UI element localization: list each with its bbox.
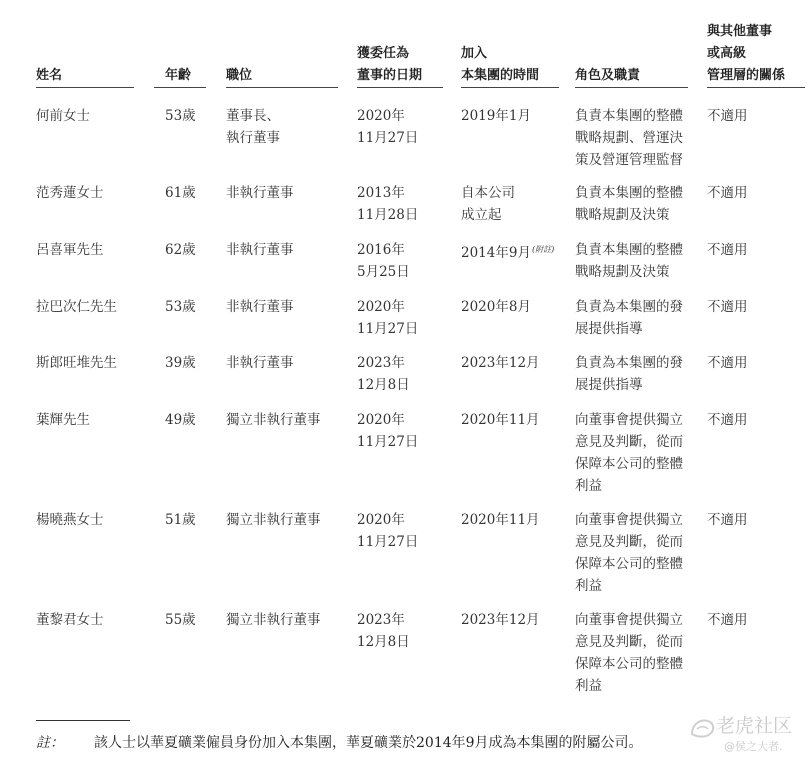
- row-6-relation: 不適用: [707, 412, 748, 428]
- row-1-relation: 不適用: [707, 108, 748, 124]
- row-7-appointed: 2020年 11月27日: [357, 512, 419, 550]
- row-3-role: 負責本集團的整體 戰略規劃及決策: [575, 242, 683, 280]
- header-relation: 與其他董事 或高級 管理層的關係: [707, 24, 786, 83]
- row-2-name: 范秀蓮女士: [36, 185, 104, 201]
- header-role: 角色及職責: [575, 68, 641, 83]
- row-4-joined: 2020年8月: [461, 299, 531, 315]
- row-4-role: 負責為本集團的發 展提供指導: [575, 299, 683, 337]
- row-3-relation: 不適用: [707, 242, 748, 258]
- row-5-joined: 2023年12月: [461, 355, 540, 371]
- header-underline-position: [226, 87, 338, 88]
- row-1-position: 董事長、 執行董事: [226, 108, 280, 146]
- header-underline-relation: [707, 87, 805, 88]
- header-name: 姓名: [36, 68, 63, 83]
- row-7-position: 獨立非執行董事: [226, 512, 321, 528]
- header-underline-role: [575, 87, 688, 88]
- row-2-age: 61歲: [165, 185, 196, 201]
- row-6-role: 向董事會提供獨立 意見及判斷，從而 保障本公司的整體 利益: [575, 412, 683, 494]
- row-6-appointed: 2020年 11月27日: [357, 412, 419, 450]
- header-underline-name: [36, 87, 134, 88]
- row-1-age: 53歲: [165, 108, 196, 124]
- row-8-relation: 不適用: [707, 612, 748, 628]
- row-6-name: 葉輝先生: [36, 412, 90, 428]
- row-3-position: 非執行董事: [226, 242, 294, 258]
- row-5-position: 非執行董事: [226, 355, 294, 371]
- row-2-joined: 自本公司 成立起: [461, 185, 515, 223]
- row-1-role: 負責本集團的整體 戰略規劃、營運決 策及營運管理監督: [575, 108, 683, 168]
- header-underline-appointed: [357, 87, 443, 88]
- watermark-brand: 老虎社区: [716, 715, 793, 737]
- row-6-position: 獨立非執行董事: [226, 412, 321, 428]
- footnote-label: 註：: [36, 735, 64, 751]
- footnote-text: 該人士以華夏礦業僱員身份加入本集團，華夏礦業於2014年9月成為本集團的附屬公司。: [94, 735, 643, 751]
- row-8-appointed: 2023年 12月8日: [357, 612, 410, 650]
- row-3-age: 62歲: [165, 242, 196, 258]
- row-7-relation: 不適用: [707, 512, 748, 528]
- header-appointed: 獲委任為 董事的日期: [357, 46, 423, 83]
- row-2-relation: 不適用: [707, 185, 748, 201]
- row-6-age: 49歲: [165, 412, 196, 428]
- row-4-position: 非執行董事: [226, 299, 294, 315]
- row-2-role: 負責本集團的整體 戰略規劃及決策: [575, 185, 683, 223]
- header-underline-joined: [461, 87, 559, 88]
- row-4-relation: 不適用: [707, 299, 748, 315]
- row-1-joined: 2019年1月: [461, 108, 531, 124]
- row-5-age: 39歲: [165, 355, 196, 371]
- row-5-appointed: 2023年 12月8日: [357, 355, 410, 393]
- row-1-name: 何前女士: [36, 108, 90, 124]
- footnote-reference: (附註): [531, 245, 555, 254]
- row-2-position: 非執行董事: [226, 185, 294, 201]
- header-position: 職位: [226, 68, 253, 83]
- row-7-role: 向董事會提供獨立 意見及判斷，從而 保障本公司的整體 利益: [575, 512, 683, 594]
- row-2-appointed: 2013年 11月28日: [357, 185, 419, 223]
- row-5-name: 斯郎旺堆先生: [36, 355, 117, 371]
- tiger-logo-icon: [688, 716, 716, 740]
- header-underline-age: [154, 87, 206, 88]
- header-age: 年齡: [165, 68, 192, 83]
- row-5-relation: 不適用: [707, 355, 748, 371]
- watermark-author: @侯之大者.: [724, 740, 783, 753]
- row-3-name: 呂喜軍先生: [36, 242, 104, 258]
- row-7-age: 51歲: [165, 512, 196, 528]
- row-5-role: 負責為本集團的發 展提供指導: [575, 355, 683, 393]
- row-3-joined: 2014年9月$^{(附註)}$: [461, 245, 555, 261]
- row-6-joined: 2020年11月: [461, 412, 540, 428]
- row-8-name: 董黎君女士: [36, 612, 104, 628]
- row-8-role: 向董事會提供獨立 意見及判斷，從而 保障本公司的整體 利益: [575, 612, 683, 694]
- footnote-rule: [36, 720, 130, 721]
- row-4-appointed: 2020年 11月27日: [357, 299, 419, 337]
- header-joined: 加入 本集團的時間: [461, 46, 540, 83]
- row-4-name: 拉巴次仁先生: [36, 299, 117, 315]
- row-1-appointed: 2020年 11月27日: [357, 108, 419, 146]
- row-3-appointed: 2016年 5月25日: [357, 242, 410, 280]
- row-8-age: 55歲: [165, 612, 196, 628]
- row-4-age: 53歲: [165, 299, 196, 315]
- row-7-name: 楊曉燕女士: [36, 512, 104, 528]
- row-7-joined: 2020年11月: [461, 512, 540, 528]
- row-8-position: 獨立非執行董事: [226, 612, 321, 628]
- row-8-joined: 2023年12月: [461, 612, 540, 628]
